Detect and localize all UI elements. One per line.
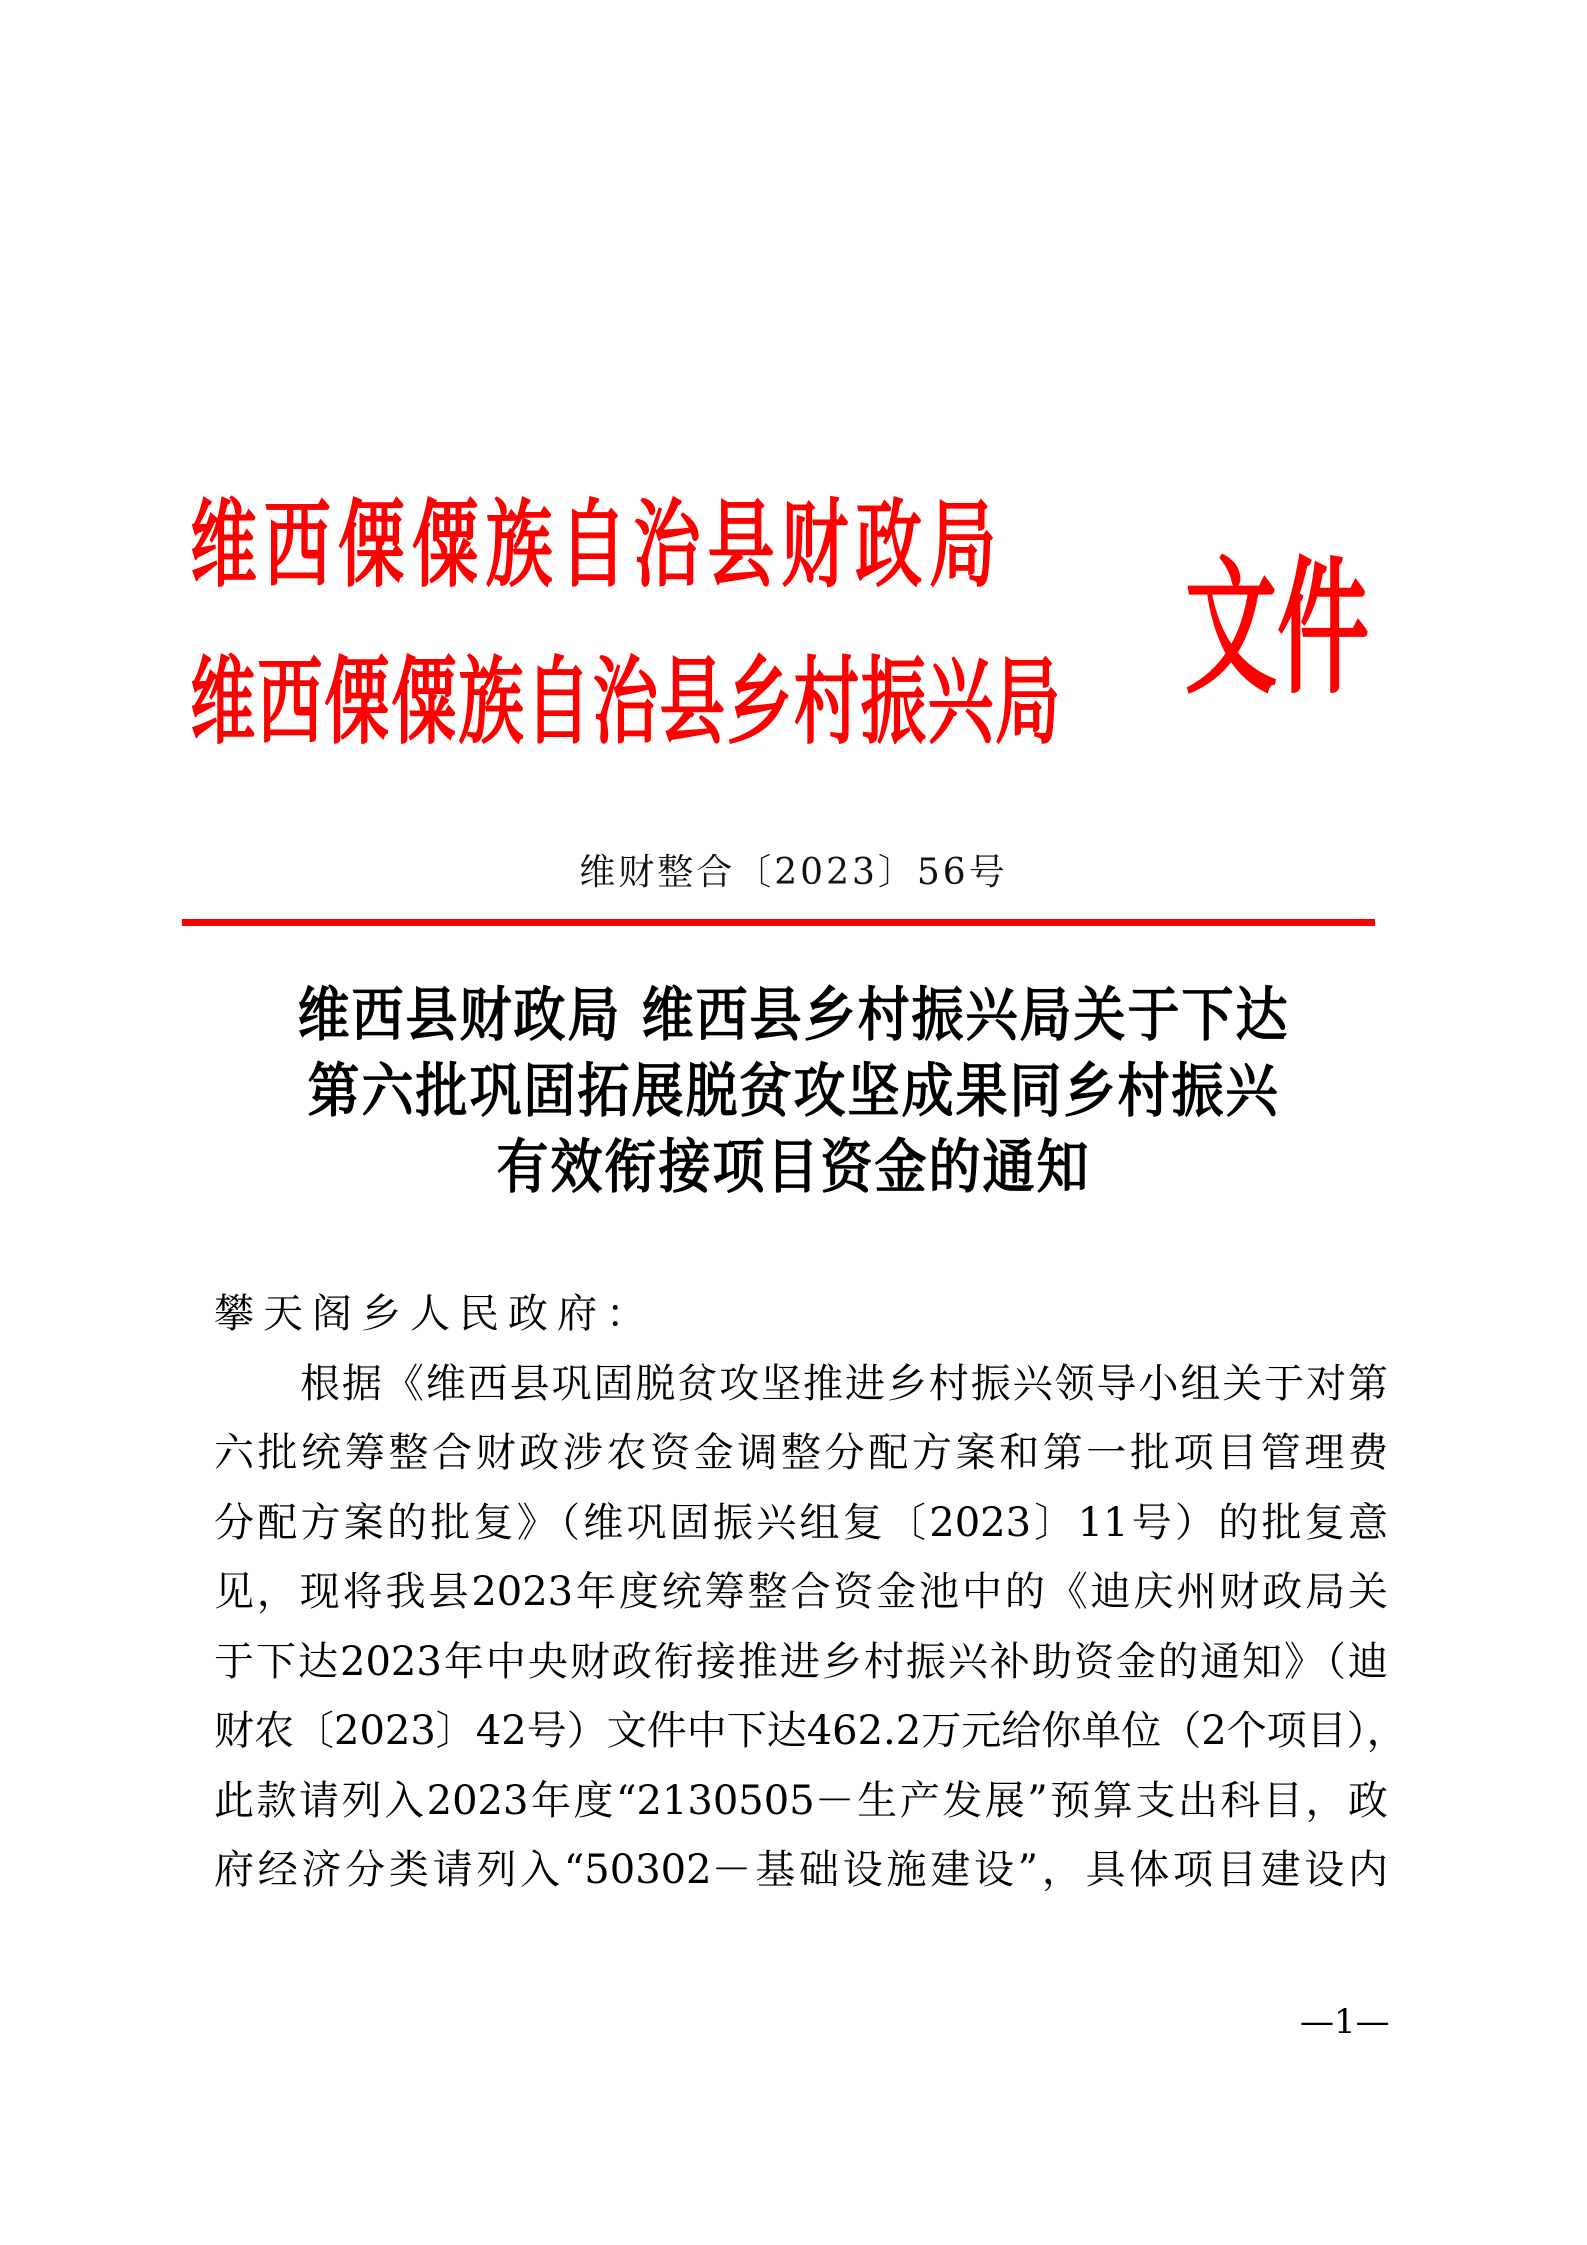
body-line-4: 见，现将我县2023年度统筹整合资金池中的《迪庆州财政局关 — [214, 1569, 1388, 1615]
body-line-2: 六批统筹整合财政涉农资金调整分配方案和第一批项目管理费 — [214, 1430, 1388, 1476]
document-number: 维财整合〔2023〕56号 — [579, 852, 1008, 893]
body-line-3: 分配方案的批复》（维巩固振兴组复〔2023〕11号）的批复意 — [214, 1499, 1388, 1546]
body-line-8: 府经济分类请列入“50302－基础设施建设”，具体项目建设内 — [214, 1847, 1388, 1893]
salutation: 攀天阁乡人民政府： — [214, 1291, 655, 1337]
page-number: —1— — [1300, 2002, 1390, 2042]
document-title — [0, 978, 1587, 1206]
red-divider — [182, 919, 1375, 926]
body-line-7: 此款请列入2023年度“2130505－生产发展”预算支出科目，政 — [214, 1777, 1388, 1824]
title-line-1: 维西县财政局 维西县乡村振兴局关于下达 — [297, 981, 1290, 1050]
body-line-1: 根据《维西县巩固脱贫攻坚推进乡村振兴领导小组关于对第 — [300, 1360, 1388, 1407]
document-body — [214, 1280, 1407, 1906]
issuer-rural-revitalization-bureau: 维西傈僳族自治县乡村振兴局 — [190, 645, 1063, 757]
body-line-5: 于下达2023年中央财政衔接推进乡村振兴补助资金的通知》（迪 — [214, 1638, 1388, 1685]
red-header — [0, 0, 1587, 800]
body-line-6: 财农〔2023〕42号）文件中下达462.2万元给你单位（2个项目）， — [214, 1708, 1407, 1754]
document-label: 文件 — [1185, 541, 1370, 715]
title-line-2: 第六批巩固拓展脱贫攻坚成果同乡村振兴 — [307, 1057, 1280, 1126]
title-line-3: 有效衔接项目资金的通知 — [496, 1133, 1091, 1202]
issuer-finance-bureau: 维西傈僳族自治县财政局 — [190, 488, 1004, 600]
